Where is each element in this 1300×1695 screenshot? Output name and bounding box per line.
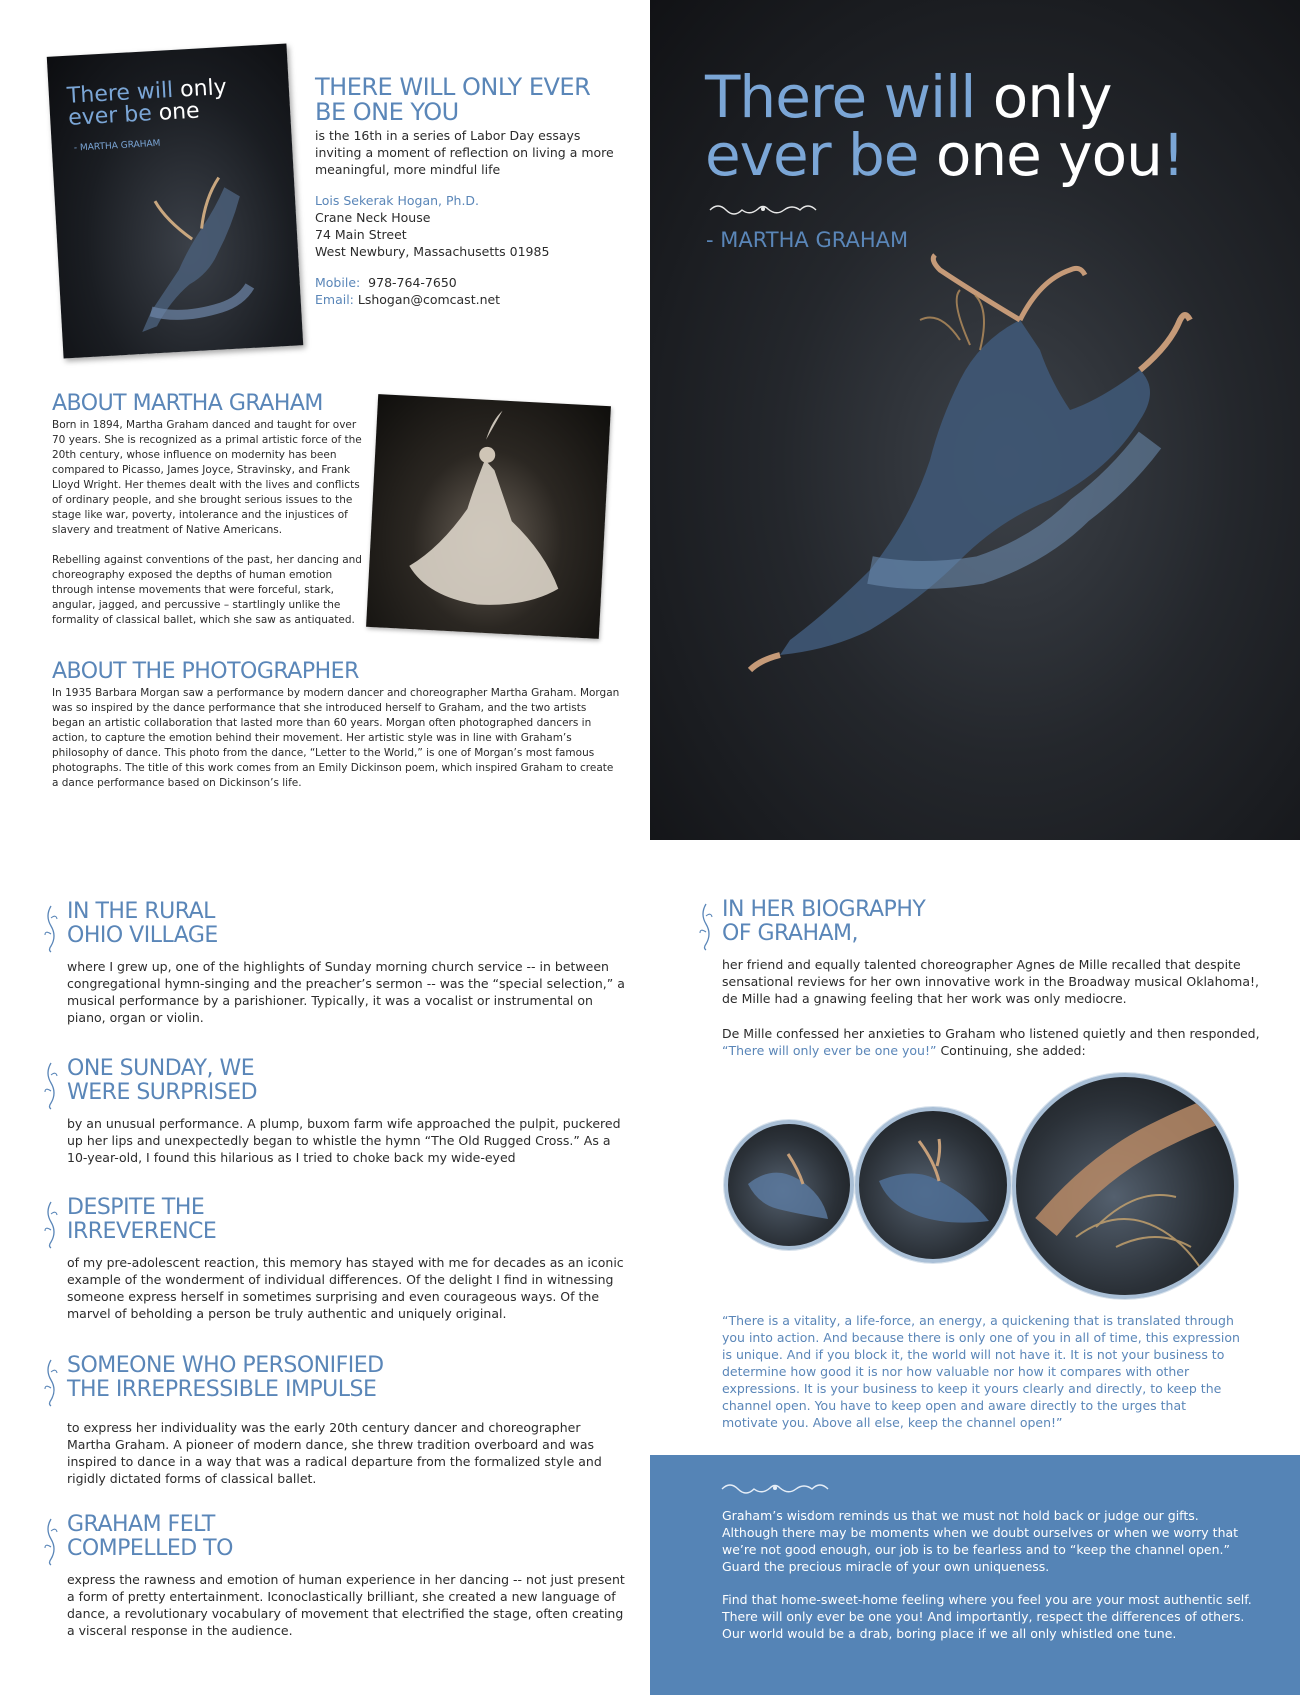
address-line: Crane Neck House [315,210,431,225]
dancer-circle-photo-medium [855,1107,1011,1263]
about-graham-paragraph: Born in 1894, Martha Graham danced and taught for over 70 years. She is recognized as a primal artistic force of the 20th century, whose influence on modernity has been compared to Picasso, James Joyce, Stravinsky, and Frank Lloyd Wright. Her themes dealt with the lives and conflicts of ordinary people, and she brought serious issues to the stage like war, poverty, intolerance and the injustices of slavery and treatment of Native Americans. [52,419,362,536]
graham-quote: “There is a vitality, a life-force, an energy, a quickening that is translated through you into action. And because there is only one of you in all of time, this expression is unique. And if you block it, the world will not have it. It is not your business to determine how good it is nor how valuable nor how it compares with other expressions. It is your business to keep it yours clearly and directly, to keep the channel open. You have to keep open and aware directly to the urges that motivate you. Above all else, keep the channel open!” [722,1313,1240,1430]
about-photographer-section [52,660,622,791]
hero-title [705,63,1285,189]
heading-line: GRAHAM FELT [67,1512,215,1537]
heading-line: IN THE RURAL [67,899,215,924]
cover-title-part: only [179,74,228,103]
mobile-label: Mobile: [315,275,361,290]
essay-title: THERE WILL ONLY EVER BE ONE YOU [315,73,591,126]
author-name: Lois Sekerak Hogan, Ph.D. [315,193,480,208]
dancer-silhouette-icon [103,155,273,344]
section-body: by an unusual performance. A plump, buxom farm wife approached the pulpit, puckered up her lips and unexpectedly began to whistle the hymn “The Old Rugged Cross.” As a 10-year-old, I found this hilarious as I tried to choke back my wide-eyed [67,1116,621,1165]
book-cover-title [66,74,278,130]
section-body: express the rawness and emotion of human experience in her dancing -- not just present a form of pretty entertainment. Iconoclastically brilliant, she created a new language of dance, a revolutionary vocabulary of movement that electrified the stage, often creating a visceral response in the audience. [67,1572,625,1638]
hero-title-part: one you [935,121,1162,189]
hero-panel [650,0,1300,840]
paragraph-text: Continuing, she added: [936,1043,1086,1058]
email-label: Email: [315,292,354,307]
address-line: 74 Main Street [315,227,407,242]
vine-ornament-icon [697,902,715,952]
white-dress-dancer-photo [366,394,611,639]
cover-title-part: ever be [67,100,160,131]
email-link[interactable]: Lshogan@comcast.net [357,292,501,307]
left-essay-column [40,900,630,1660]
book-cover-image [47,44,303,359]
hero-title-part: ! [1161,121,1185,189]
mobile-line [315,274,615,291]
paragraph-text: De Mille confessed her anxieties to Graham who listened quietly and then responded, [722,1026,1260,1041]
closing-paragraph: Find that home-sweet-home feeling where you feel you are your most authentic self. There will only ever be one you! And importantly, respect the differences of others. Our world would be a drab, boring place if we all only whistled one tune. [722,1592,1252,1641]
vine-ornament-icon [42,1358,60,1408]
vine-ornament-icon [42,1061,60,1111]
heading-line: WERE SURPRISED [67,1080,258,1105]
biography-paragraph [722,1025,1277,1059]
cover-title-part: one [158,98,201,126]
heading-line: DESPITE THE [67,1195,205,1220]
heading-line: ONE SUNDAY, WE [67,1056,255,1081]
dancer-circle-photo-large [1012,1073,1238,1299]
dancer-detail-photo [728,1124,850,1246]
about-photographer-paragraph: In 1935 Barbara Morgan saw a performance by modern dancer and choreographer Martha Graham. Morgan was so inspired by the dance performance that she introduced herself to Graham, and the two artists began an artistic collaboration that lasted more than 60 years. Morgan often photographed dancers in action, to capture the emotion behind their movement. Her artistic style was in line with Graham’s philosophy of dance. This photo from the dance, “Letter to the World,” is one of Morgan’s most famous photographs. The title of this work comes from an Emily Dickinson poem, which inspired Graham to create a dance performance based on Dickinson’s life. [52,687,620,789]
vine-ornament-icon [42,1200,60,1250]
closing-paragraph: Graham’s wisdom reminds us that we must not hold back or judge our gifts. Although there may be moments when we doubt ourselves or when we worry that we’re not good enough, our job is to be fearless and to “keep the channel open.” Guard the precious miracle of your own uniqueness. [722,1508,1239,1574]
vine-ornament-icon [42,1517,60,1567]
section-heading [67,1354,384,1402]
heading-line: OF GRAHAM, [722,921,859,946]
heading-line: IRREVERENCE [67,1219,217,1244]
cover-title-part: There will [66,77,181,109]
dancer-circle-photo-small [724,1120,854,1250]
heading-line: THE IRREPRESSIBLE IMPULSE [67,1377,377,1402]
dancer-detail-photo [859,1111,1007,1259]
dancer-detail-photo [1016,1077,1234,1295]
section-heading [67,900,218,948]
section-body: where I grew up, one of the highlights of Sunday morning church service -- in between congregational hymn-singing and the preacher’s sermon -- was the “special selection,” a musical performance by a parishioner. Typically, it was a vocalist or instrumental on piano, organ or violin. [67,959,625,1025]
heading-line: COMPELLED TO [67,1536,233,1561]
heading-line: IN HER BIOGRAPHY [722,897,926,922]
about-graham-section [52,392,362,628]
address-line: West Newbury, Massachusetts 01985 [315,244,550,259]
vine-ornament-icon [42,904,60,954]
flourish-ornament-icon [708,200,818,218]
mobile-value: 978-764-7650 [368,275,457,290]
morgan-dance-photo [366,394,611,639]
email-line [315,291,615,308]
essay-info [315,75,615,308]
biography-heading [722,898,925,946]
hero-title-part: There will [705,63,993,131]
section-heading [67,1196,216,1244]
about-graham-paragraph: Rebelling against conventions of the past, her dancing and choreography exposed the depths of human emotion through intense movements that were forceful, stark, angular, jagged, and percussive – startlingly unlike the formality of classical ballet, which she saw as antiquated. [52,554,362,626]
biography-paragraph: her friend and equally talented choreographer Agnes de Mille recalled that despite sensational reviews for her own innovative work in the Broadway musical Oklahoma!, de Mille had a gnawing feeling that her work was only mediocre. [722,957,1259,1006]
hero-title-part: ever be [705,121,936,189]
paragraph-quote: “There will only ever be one you!” [722,1043,937,1058]
heading-line: SOMEONE WHO PERSONIFIED [67,1353,384,1378]
section-body: to express her individuality was the early 20th century dancer and choreographer Martha Graham. A pioneer of modern dance, she threw tradition overboard and was inspired to dance in a way that was a radical departure from the formalized style and rigidly dictated forms of classical ballet. [67,1420,602,1486]
section-heading [67,1057,257,1105]
essay-description: is the 16th in a series of Labor Day essays inviting a moment of reflection on living a more meaningful, more mindful life [315,128,614,177]
closing-panel [650,1455,1300,1695]
section-heading [67,1513,233,1561]
leaping-dancer-photo [720,250,1240,730]
book-cover-author: - MARTHA GRAHAM [73,138,161,154]
about-graham-heading: ABOUT MARTHA GRAHAM [52,391,323,416]
heading-line: OHIO VILLAGE [67,923,218,948]
section-body: of my pre-adolescent reaction, this memory has stayed with me for decades as an iconic example of the wonderment of individual differences. Of the delight I find in witnessing someone express herself in sometimes surprising and even courageous ways. Of the marvel of beholding a person be truly authentic and uniquely original. [67,1255,624,1321]
flourish-ornament-icon [720,1479,830,1497]
about-photographer-heading: ABOUT THE PHOTOGRAPHER [52,659,359,684]
hero-title-part: only [992,63,1112,131]
hero-author: - MARTHA GRAHAM [706,228,909,252]
